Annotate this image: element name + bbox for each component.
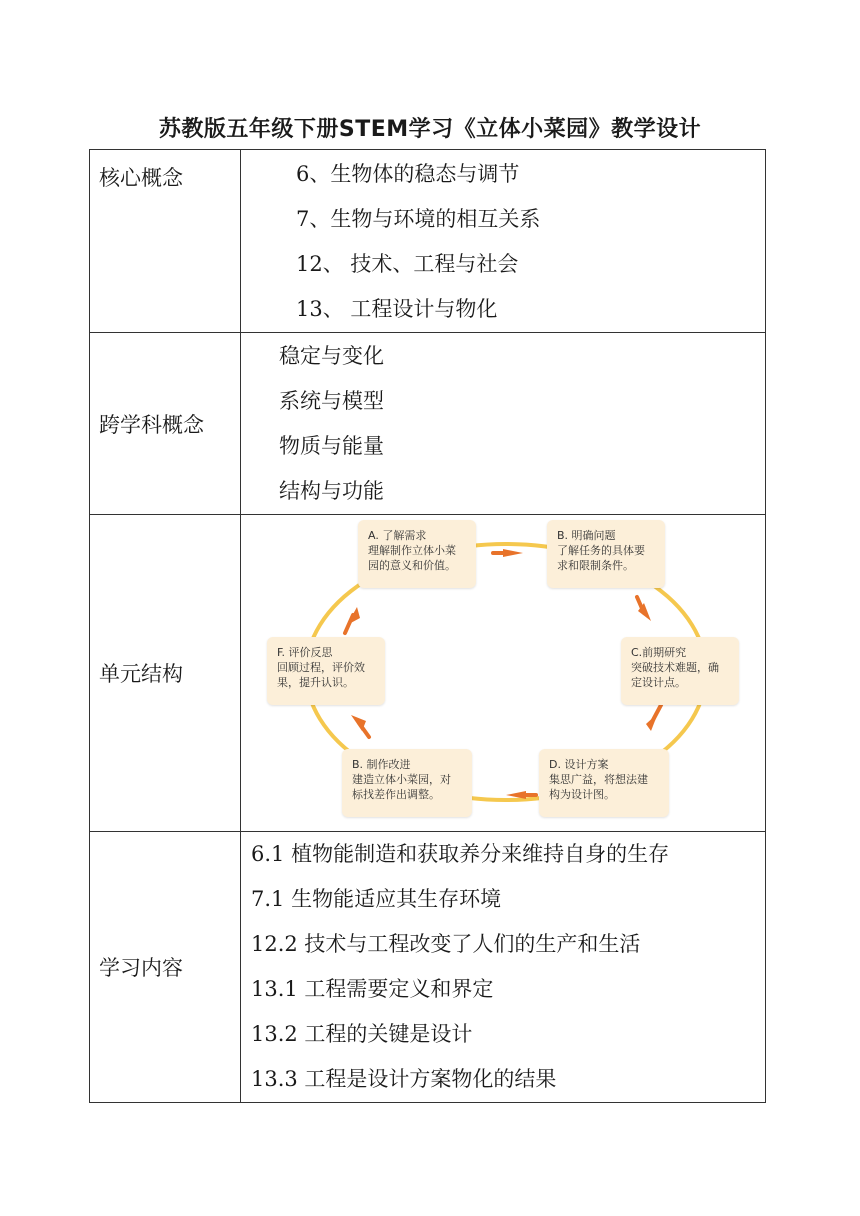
step-desc-line1: 理解制作立体小菜 bbox=[368, 544, 456, 557]
learning-content-item: 12.2 技术与工程改变了人们的生产和生活 bbox=[251, 932, 641, 956]
unit-structure-content-cell bbox=[241, 515, 766, 832]
core-concept-item: 7、生物与环境的相互关系 bbox=[296, 207, 541, 231]
cycle-step-b bbox=[547, 520, 665, 588]
learning-content-item: 6.1 植物能制造和获取养分来维持自身的生存 bbox=[251, 842, 670, 866]
learning-content-item: 13.1 工程需要定义和界定 bbox=[251, 977, 494, 1001]
core-concept-label-cell bbox=[90, 150, 241, 333]
unit-cycle-diagram bbox=[241, 515, 776, 831]
cross-concept-item: 稳定与变化 bbox=[279, 344, 384, 368]
cycle-step-c bbox=[621, 637, 739, 705]
learning-content-item: 7.1 生物能适应其生存环境 bbox=[251, 887, 502, 911]
lesson-design-table bbox=[89, 149, 766, 1103]
cycle-step-f bbox=[267, 637, 385, 705]
step-desc-line2: 园的意义和价值。 bbox=[368, 559, 456, 572]
core-concept-list bbox=[241, 150, 765, 332]
step-desc-line2: 果，提升认识。 bbox=[277, 676, 354, 689]
unit-structure-label-cell bbox=[90, 515, 241, 832]
cross-concept-item: 结构与功能 bbox=[279, 479, 384, 503]
cycle-step-d bbox=[539, 749, 669, 817]
step-title: D. 设计方案 bbox=[549, 758, 609, 771]
unit-structure-row bbox=[90, 515, 766, 832]
step-desc-line2: 定设计点。 bbox=[631, 676, 686, 689]
core-concept-item: 12、 技术、工程与社会 bbox=[296, 252, 519, 276]
step-desc-line2: 构为设计图。 bbox=[549, 788, 615, 801]
cross-concept-content-cell bbox=[241, 333, 766, 515]
step-desc-line1: 了解任务的具体要 bbox=[557, 544, 645, 557]
step-desc-line1: 集思广益，将想法建 bbox=[549, 773, 648, 786]
core-concept-item: 13、 工程设计与物化 bbox=[296, 297, 498, 321]
arrow-shaft bbox=[345, 615, 353, 633]
cross-concept-item: 物质与能量 bbox=[279, 434, 384, 458]
cycle-step-a bbox=[358, 520, 476, 588]
core-concept-label: 核心概念 bbox=[99, 166, 183, 190]
cross-concept-list bbox=[241, 333, 765, 514]
learning-content-label-cell bbox=[90, 832, 241, 1103]
document-title: 苏教版五年级下册STEM学习《立体小菜园》教学设计 bbox=[158, 117, 702, 142]
cross-concept-label: 跨学科概念 bbox=[99, 412, 204, 437]
step-desc-line2: 求和限制条件。 bbox=[557, 559, 634, 572]
step-title: A. 了解需求 bbox=[368, 529, 427, 542]
step-title: B. 制作改进 bbox=[352, 758, 411, 771]
core-concept-row bbox=[90, 150, 766, 333]
learning-content-item: 13.2 工程的关键是设计 bbox=[251, 1022, 473, 1046]
step-title: F. 评价反思 bbox=[277, 646, 333, 659]
learning-content-label: 学习内容 bbox=[99, 956, 183, 980]
step-title: B. 明确问题 bbox=[557, 529, 616, 542]
step-desc-line1: 建造立体小菜园，对 bbox=[352, 773, 451, 786]
unit-structure-label: 单元结构 bbox=[99, 662, 183, 686]
core-concept-item: 6、生物体的稳态与调节 bbox=[296, 162, 520, 186]
cross-concept-label-cell bbox=[90, 333, 241, 515]
core-concept-content-cell bbox=[241, 150, 766, 333]
step-desc-line1: 突破技术难题，确 bbox=[631, 661, 719, 674]
step-desc-line2: 标找差作出调整。 bbox=[352, 788, 440, 801]
learning-content-content-cell bbox=[241, 832, 766, 1103]
cross-concept-item: 系统与模型 bbox=[279, 389, 384, 413]
cross-concept-row bbox=[90, 333, 766, 515]
learning-content-row bbox=[90, 832, 766, 1103]
learning-content-item: 13.3 工程是设计方案物化的结果 bbox=[251, 1067, 557, 1091]
step-title: C.前期研究 bbox=[631, 646, 687, 659]
arrow-shaft bbox=[653, 705, 661, 720]
cycle-step-e bbox=[342, 749, 472, 817]
step-desc-line1: 回顾过程，评价效 bbox=[277, 661, 365, 674]
learning-content-list bbox=[241, 832, 765, 1102]
